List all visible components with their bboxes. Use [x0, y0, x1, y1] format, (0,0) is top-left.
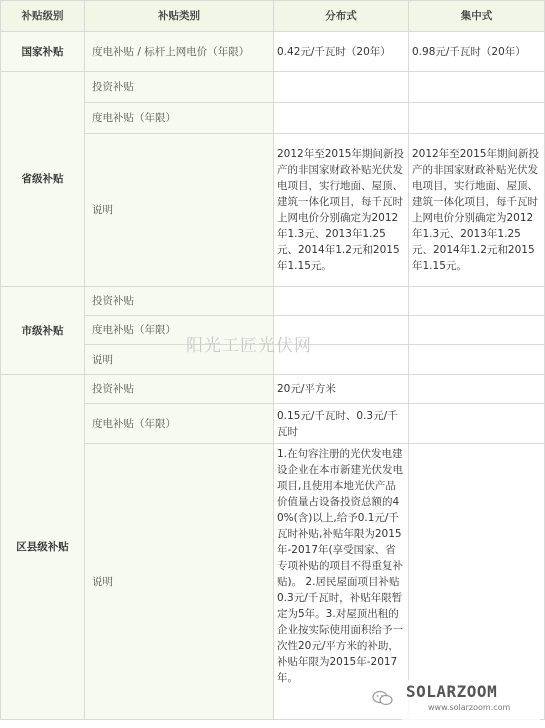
- header-centralized: 集中式: [409, 1, 545, 32]
- city-investment-centralized: [409, 287, 545, 316]
- district-investment-type: 投资补贴: [85, 375, 274, 404]
- district-kwh-type: 度电补贴（年限）: [85, 404, 274, 444]
- provincial-note-type: 说明: [85, 134, 274, 287]
- city-investment-distributed: [274, 287, 409, 316]
- provincial-investment-type: 投资补贴: [85, 72, 274, 103]
- national-level: 国家补贴: [1, 32, 85, 72]
- header-type: 补贴类别: [85, 1, 274, 32]
- district-row-investment: [1, 375, 545, 404]
- city-kwh-type: 度电补贴（年限）: [85, 316, 274, 345]
- header-distributed: 分布式: [274, 1, 409, 32]
- provincial-kwh-distributed: [274, 103, 409, 134]
- district-note-type: 说明: [85, 444, 274, 720]
- solarzoom-logo: [402, 680, 540, 720]
- provincial-note-distributed: 2012年至2015年期间新投产的非国家财政补贴光伏发电项目，实行地面、屋顶、建筑一体化项目，每千瓦时上网电价分别确定为2012年1.3元、2013年1.25元、2014年1.2元和2015年1.15元。: [274, 134, 409, 287]
- district-kwh-centralized: [409, 404, 545, 444]
- district-note-distributed: 1.在句容注册的光伏发电建设企业在本市新建光伏发电项目,且使用本地光伏产品价值量占设备投资总额的40%(含)以上,给予0.1元/千瓦时补贴,补贴年限为2015年-2017年(享受国家、省专项补贴的项目不得重复补贴)。 2.居民屋面项目补贴0.3元/千瓦时，补贴年限暂定为5年。3.对屋顶出租的企业按实际使用面积给予一次性20元/平方米的补助，补贴年限为2015年-2017年。: [274, 444, 409, 720]
- provincial-row-investment: [1, 72, 545, 103]
- logo-name: SOLARZOOM: [406, 682, 498, 701]
- watermark-text: 阳光工匠光伏网: [186, 336, 312, 356]
- wechat-icon: [372, 690, 394, 706]
- city-note-type: 说明: [85, 345, 274, 375]
- district-level: 区县级补贴: [1, 375, 85, 720]
- provincial-note-centralized: 2012年至2015年期间新投产的非国家财政补贴光伏发电项目，实行地面、屋顶、建筑一体化项目，每千瓦时上网电价分别确定为2012年1.3元、2013年1.25元、2014年1.2元和2015年1.15元。: [409, 134, 545, 287]
- provincial-kwh-type: 度电补贴（年限）: [85, 103, 274, 134]
- city-kwh-centralized: [409, 316, 545, 345]
- header-row: [1, 1, 545, 32]
- national-row: [1, 32, 545, 72]
- national-type: 度电补贴 / 标杆上网电价（年限）: [85, 32, 274, 72]
- provincial-level: 省级补贴: [1, 72, 85, 287]
- city-investment-type: 投资补贴: [85, 287, 274, 316]
- national-centralized: 0.98元/千瓦时（20年）: [409, 32, 545, 72]
- city-row-investment: [1, 287, 545, 316]
- provincial-kwh-centralized: [409, 103, 545, 134]
- city-note-centralized: [409, 345, 545, 375]
- provincial-investment-centralized: [409, 72, 545, 103]
- district-note-centralized: [409, 444, 545, 720]
- district-investment-centralized: [409, 375, 545, 404]
- city-level: 市级补贴: [1, 287, 85, 375]
- district-investment-distributed: 20元/平方米: [274, 375, 409, 404]
- logo-url: www.solarzoom.com: [428, 703, 511, 712]
- national-distributed: 0.42元/千瓦时（20年）: [274, 32, 409, 72]
- provincial-investment-distributed: [274, 72, 409, 103]
- header-level: 补贴级别: [1, 1, 85, 32]
- district-kwh-distributed: 0.15元/千瓦时、0.3元/千瓦时: [274, 404, 409, 444]
